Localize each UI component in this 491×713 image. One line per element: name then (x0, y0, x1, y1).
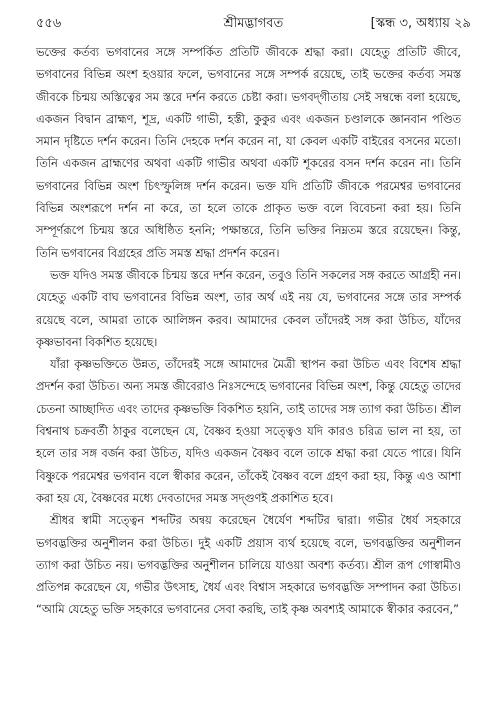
page-body (36, 42, 461, 622)
paragraph-2: ভক্ত যদিও সমস্ত জীবকে চিন্ময় স্তরে দর্শন করেন, তবুও তিনি সকলের সঙ্গ করতে আগ্রহী নন। যেহেতু একটি বাঘ ভগবানের বিভিন্ন অংশ, তার অর্থ এই নয় যে, ভগবানের সঙ্গে তার সম্পর্ক রয়েছে বলে, আমরা তাকে আলিঙ্গন করব। আমাদের কেবল তাঁদেরই সঙ্গ করা উচিত, যাঁদের কৃষ্ণভাবনা বিকশিত হয়েছে। (36, 268, 461, 349)
book-title: শ্রীমদ্ভাগবত (223, 16, 284, 31)
page-header (36, 14, 471, 34)
paragraph-1: ভক্তের কর্তব্য ভগবানের সঙ্গে সম্পর্কিত প্রতিটি জীবকে শ্রদ্ধা করা। যেহেতু প্রতিটি জীবে, ভগবানের বিভিন্ন অংশ হওয়ার ফলে, ভগবানের সঙ্গে সম্পর্ক রয়েছে, তাই ভক্তের কর্তব্য সমস্ত জীবকে চিন্ময় অস্তিত্বের সম স্তরে দর্শন করতে চেষ্টা করা। ভগবদ্‌গীতায় সেই সম্বন্ধে বলা হয়েছে, একজন বিদ্বান ব্রাহ্মণ, শূদ্র, একটি গাভী, হস্তী, কুকুর এবং একজন চণ্ডালকে জ্ঞানবান পণ্ডিত সমান দৃষ্টিতে দর্শন করেন। তিনি দেহকে দর্শন করেন না, যা কেবল একটি বাইরের বসনের মতো। তিনি একজন ব্রাহ্মণের অথবা একটি গাভীর অথবা একটি শূকরের বসন দর্শন করেন না। তিনি ভগবানের বিভিন্ন অংশ চিৎস্ফুলিঙ্গ দর্শন করেন। ভক্ত যদি প্রতিটি জীবকে পরমেশ্বর ভগবানের বিভিন্ন অংশরূপে দর্শন না করে, তা হলে তাকে প্রাকৃত ভক্ত বলে বিবেচনা করা হয়। তিনি সম্পূর্ণরূপে চিন্ময় স্তরে অধিষ্ঠিত হননি; পক্ষান্তরে, তিনি ভক্তির নিম্নতম স্তরে রয়েছেন। কিন্তু, তিনি ভগবানের বিগ্রহের প্রতি সমস্ত শ্রদ্ধা প্রদর্শন করেন। (36, 46, 461, 260)
paragraph-3: যাঁরা কৃষ্ণভক্তিতে উন্নত, তাঁদেরই সঙ্গে আমাদের মৈত্রী স্থাপন করা উচিত এবং বিশেষ শ্রদ্ধা প্রদর্শন করা উচিত। অন্য সমস্ত জীবেরাও নিঃসন্দেহে ভগবানের বিভিন্ন অংশ, কিন্তু যেহেতু তাদের চেতনা আচ্ছাদিত এবং তাদের কৃষ্ণভক্তি বিকশিত হয়নি, তাই তাদের সঙ্গ ত্যাগ করা উচিত। শ্রীল বিশ্বনাথ চক্রবর্তী ঠাকুর বলেছেন যে, বৈষ্ণব হওয়া সত্ত্বেও যদি কারও চরিত্র ভাল না হয়, তা হলে তার সঙ্গ বর্জন করা উচিত, যদিও একজন বৈষ্ণব বলে তাকে শ্রদ্ধা করা যেতে পারে। যিনি বিষ্ণুকে পরমেশ্বর ভগবান বলে স্বীকার করেন, তাঁকেই বৈষ্ণব বলে গ্রহণ করা হয়, কিন্তু এও আশা করা হয় যে, বৈষ্ণবের মধ্যে দেবতাদের সমস্ত সদ্‌গুণই প্রকাশিত হবে। (36, 358, 461, 505)
chapter-reference: [স্কন্ধ ৩, অধ্যায় ২৯ (370, 16, 471, 31)
page-number: ৫৫৬ (36, 16, 62, 31)
paragraph-4: শ্রীধর স্বামী সত্ত্বেন শব্দটির অন্বয় করেছেন ধৈর্যেণ শব্দটির দ্বারা। গভীর ধৈর্য সহকারে ভগবদ্ভক্তির অনুশীলন করা উচিত। দুই একটি প্রয়াস ব্যর্থ হয়েছে বলে, ভগবদ্ভক্তির অনুশীলন ত্যাগ করা উচিত নয়। ভগবদ্ভক্তির অনুশীলন চালিয়ে যাওয়া অবশ্য কর্তব্য। শ্রীল রূপ গোস্বামীও প্রতিপন্ন করেছেন যে, গভীর উৎসাহ, ধৈর্য এবং বিশ্বাস সহকারে ভগবদ্ভক্তি সম্পাদন করা উচিত। “আমি যেহেতু ভক্তি সহকারে ভগবানের সেবা করছি, তাই কৃষ্ণ অবশ্যই আমাকে স্বীকার করবেন,” (36, 514, 461, 617)
